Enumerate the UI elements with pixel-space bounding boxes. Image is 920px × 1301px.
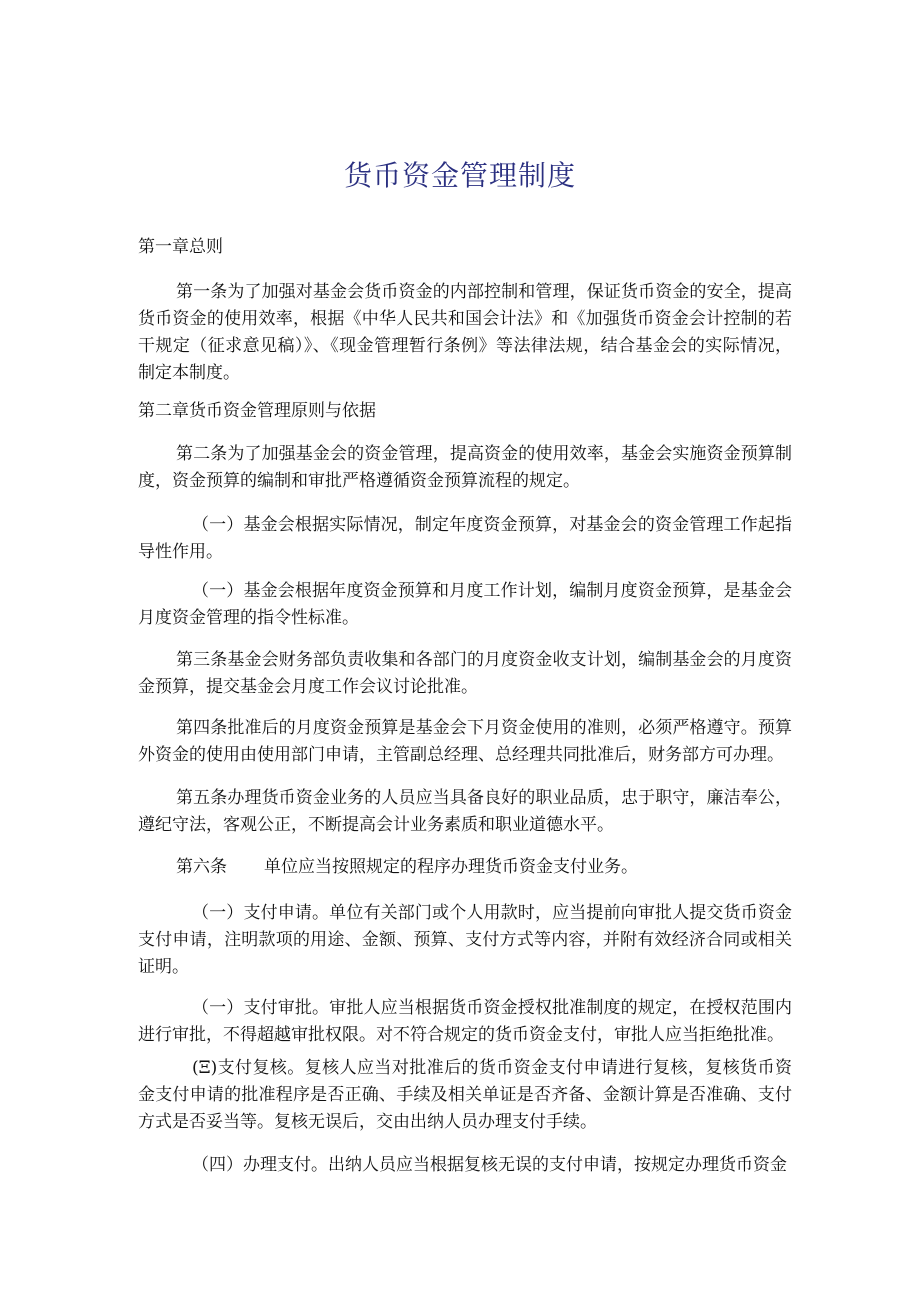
article-6-item-1: （一）支付申请。单位有关部门或个人用款时，应当提前向审批人提交货币资金支付申请，注明款项的用途、金额、预算、支付方式等内容，并附有效经济合同或相关证明。 [138,903,792,977]
article-6-item-2: （一）支付审批。审批人应当根据货币资金授权批准制度的规定，在授权范围内进行审批，不得超越审批权限。对不符合规定的货币资金支付，审批人应当拒绝批准。 [138,998,792,1045]
article-6-item-4: （四）办理支付。出纳人员应当根据复核无误的支付申请，按规定办理货币资金 [192,1155,787,1175]
chapter-heading-2: 第二章货币资金管理原则与依据 [138,401,376,421]
article-2-item-2: （一）基金会根据年度资金预算和月度工作计划，编制月度资金预算，是基金会月度资金管理的指令性标准。 [138,581,792,628]
article-6-item-3: (Ξ)支付复核。复核人应当对批准后的货币资金支付申请进行复核，复核货币资金支付申请的批准程序是否正确、手续及相关单证是否齐备、金额计算是否准确、支付方式是否妥当等。复核无误后，交由出纳人员办理支付手续。 [138,1058,792,1132]
article-1: 第一条为了加强对基金会货币资金的内部控制和管理，保证货币资金的安全，提高货币资金的使用效率，根据《中华人民共和国会计法》和《加强货币资金会计控制的若干规定（征求意见稿）》、《现金管理暂行条例》等法律法规，结合基金会的实际情况，制定本制度。 [138,282,792,383]
article-6-text: 单位应当按照规定的程序办理货币资金支付业务。 [264,857,638,877]
article-3: 第三条基金会财务部负责收集和各部门的月度资金收支计划，编制基金会的月度资金预算，提交基金会月度工作会议讨论批准。 [138,650,792,697]
article-2: 第二条为了加强基金会的资金管理，提高资金的使用效率，基金会实施资金预算制度，资金预算的编制和审批严格遵循资金预算流程的规定。 [138,444,792,491]
article-5: 第五条办理货币资金业务的人员应当具备良好的职业品质，忠于职守，廉洁奉公，遵纪守法，客观公正，不断提高会计业务素质和职业道德水平。 [138,788,792,835]
article-4: 第四条批准后的月度资金预算是基金会下月资金使用的准则，必须严格遵守。预算外资金的使用由使用部门申请，主管副总经理、总经理共同批准后，财务部方可办理。 [138,718,792,765]
document-title: 货币资金管理制度 [343,159,576,192]
article-2-item-1: （一）基金会根据实际情况，制定年度资金预算，对基金会的资金管理工作起指导性作用。 [138,515,792,562]
chapter-heading-1: 第一章总则 [138,237,223,257]
article-6 [176,854,792,880]
article-6-label: 第六条 [176,857,227,877]
